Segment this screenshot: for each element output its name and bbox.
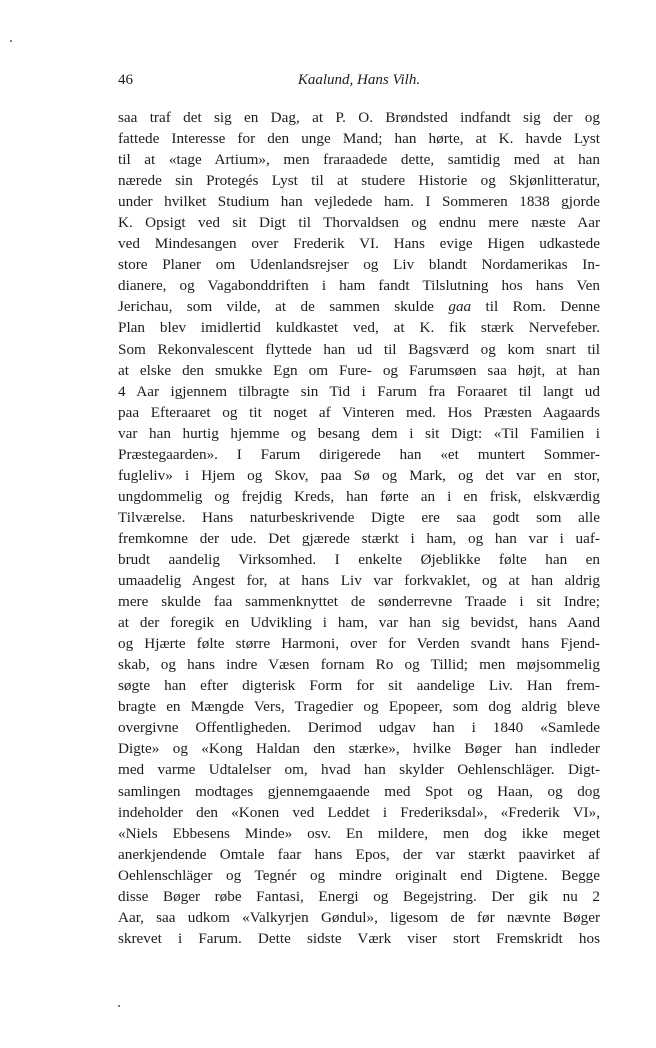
text-line: at elske den smukke Egn om Fure- og Farumsøen saa højt, at han <box>118 361 600 379</box>
text-line: «Niels Ebbesens Minde» osv. En mildere, men dog ikke meget <box>118 824 600 842</box>
text-line: Som Rekonvalescent flyttede han ud til Bagsværd og kom snart til <box>118 340 600 358</box>
text-line: overgivne Offentligheden. Derimod udgav han i 1840 «Samlede <box>118 719 600 737</box>
text-line: fugleliv» i Hjem og Skov, paa Sø og Mark, og det var en stor, <box>118 466 600 484</box>
text-line: med varme Udtalelser om, hvad han skylder Oehlenschläger. Digt- <box>118 761 600 779</box>
text-line: ved Mindesangen over Frederik VI. Hans evige Higen udkastede <box>118 235 600 253</box>
text-line: samlingen modtages gjennemgaaende med Spot og Haan, og dog <box>118 782 600 800</box>
text-line: nærede sin Protegés Lyst til at studere Historie og Skjønlitteratur, <box>118 172 600 190</box>
text-line: dianere, og Vagabonddriften i ham fandt Tilslutning hos hans Ven <box>118 277 600 295</box>
text-line: Plan blev imidlertid kuldkastet ved, at K. fik stærk Nervefeber. <box>118 319 600 337</box>
text-line: indeholder den «Konen ved Leddet i Frederiksdal», «Frederik VI», <box>118 803 600 821</box>
text-line: at der foregik en Udvikling i ham, var han sig bevidst, hans Aand <box>118 614 600 632</box>
page-number: 46 <box>118 72 133 88</box>
text-line: skrevet i Farum. Dette sidste Værk viser stort Fremskridt hos <box>118 929 600 947</box>
body-text <box>118 107 600 949</box>
text-line: fattede Interesse for den unge Mand; han hørte, at K. havde Lyst <box>118 130 600 148</box>
text-line: Præstegaarden». I Farum dirigerede han «et muntert Sommer- <box>118 445 600 463</box>
text-line: Jerichau, som vilde, at de sammen skulde gaa til Rom. Denne <box>118 298 600 316</box>
text-line: under hvilket Studium han vejledede ham. I Sommeren 1838 gjorde <box>118 193 600 211</box>
scan-speck-top <box>10 40 12 42</box>
text-line: var han hurtig hjemme og besang dem i sit Digt: «Til Familien i <box>118 424 600 442</box>
text-line: saa traf det sig en Dag, at P. O. Brøndsted indfandt sig der og <box>118 109 600 126</box>
text-line: store Planer om Udenlandsrejser og Liv blandt Nordamerikas In- <box>118 256 600 274</box>
running-head: Kaalund, Hans Vilh. <box>297 72 421 88</box>
text-line: Oehlenschläger og Tegnér og mindre originalt end Digtene. Begge <box>118 866 600 884</box>
text-line: skab, og hans indre Væsen fornam Ro og Tillid; men møjsommelig <box>118 656 600 674</box>
scan-speck-bottom <box>118 1005 120 1007</box>
text-line: Digte» og «Kong Haldan den stærke», hvilke Bøger han indleder <box>118 740 600 758</box>
page-header <box>118 72 600 94</box>
text-line: 4 Aar igjennem tilbragte sin Tid i Farum fra Foraaret til langt ud <box>118 382 600 400</box>
emphasis: gaa <box>448 298 472 316</box>
text-line: brudt aandelig Virksomhed. I enkelte Øjeblikke følte han en <box>118 550 600 568</box>
text-line: anerkjendende Omtale faar hans Epos, der var stærkt paavirket af <box>118 845 600 863</box>
text-line: K. Opsigt ved sit Digt til Thorvaldsen og endnu mere næste Aar <box>118 214 600 232</box>
text-line: fremkomne der ude. Det gjærede stærkt i ham, og han var i uaf- <box>118 529 600 547</box>
text-line: Tilværelse. Hans naturbeskrivende Digte ere saa godt som alle <box>118 508 600 526</box>
text-line: og Hjærte følte større Harmoni, over for Verden svandt hans Fjend- <box>118 635 600 653</box>
text-line: mere skulde faa sammenknyttet de sønderrevne Traade i sit Indre; <box>118 593 600 611</box>
text-line: Aar, saa udkom «Valkyrjen Gøndul», ligesom de før nævnte Bøger <box>118 908 600 926</box>
text-line: disse Bøger røbe Fantasi, Energi og Begejstring. Der gik nu 2 <box>118 887 600 905</box>
text-line: bragte en Mængde Vers, Tragedier og Epopeer, som dog aldrig bleve <box>118 698 600 716</box>
text-line: paa Efteraaret og tit noget af Vinteren med. Hos Præsten Aagaards <box>118 403 600 421</box>
text-line: ungdommelig og frejdig Kreds, han førte an i en frisk, elskværdig <box>118 487 600 505</box>
text-line: søgte han efter digterisk Form for sit aandelige Liv. Han frem- <box>118 677 600 695</box>
text-line: umaadelig Angest for, at hans Liv var forkvaklet, og at han aldrig <box>118 572 600 590</box>
text-line: til at «tage Artium», men fraraadede dette, samtidig med at han <box>118 151 600 169</box>
